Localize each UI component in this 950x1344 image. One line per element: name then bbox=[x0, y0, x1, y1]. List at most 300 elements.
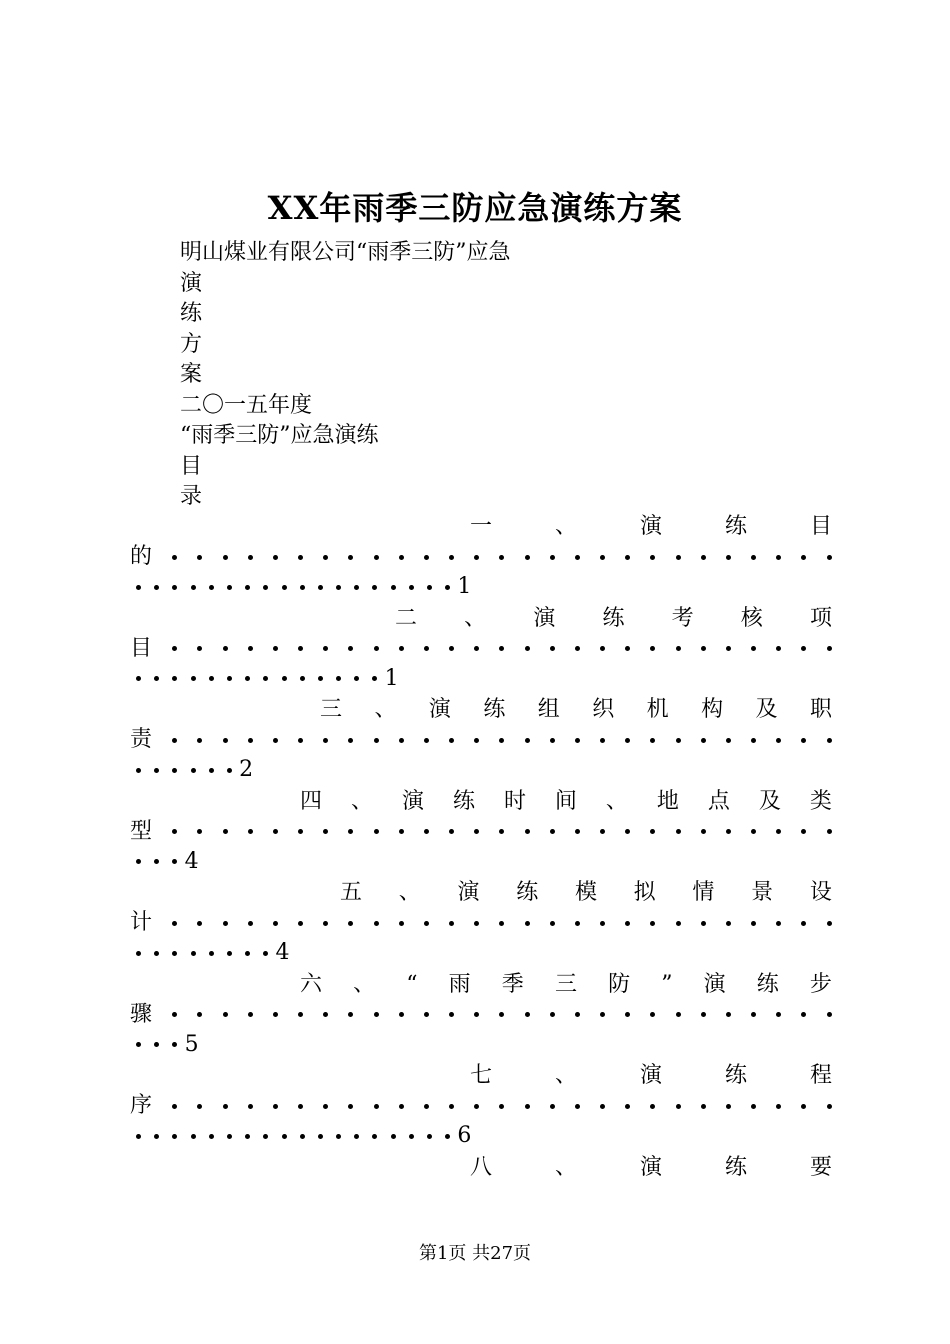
leader-dot bbox=[449, 1012, 454, 1017]
leader-dot bbox=[751, 555, 756, 560]
toc-heading-char: 、 bbox=[605, 788, 628, 814]
leader-dot bbox=[751, 738, 756, 743]
toc-heading-char: “ bbox=[406, 971, 418, 997]
leader-dot bbox=[625, 738, 630, 743]
toc-heading-char: 演 bbox=[703, 971, 726, 997]
leader-dot bbox=[298, 921, 303, 926]
toc-heading-char: 程 bbox=[809, 1063, 832, 1088]
toc-heading-char: 演 bbox=[639, 1154, 662, 1180]
leader-dot bbox=[776, 738, 781, 743]
leader-dot bbox=[701, 738, 706, 743]
leader-dot bbox=[676, 1012, 681, 1017]
toc-tail-row bbox=[136, 1121, 838, 1151]
leader-dot bbox=[300, 676, 305, 681]
toc-heading-char: 、 bbox=[554, 514, 577, 539]
leader-dot bbox=[172, 1042, 177, 1047]
toc-heading-char: 演 bbox=[639, 1063, 662, 1088]
cover-line: 目 bbox=[180, 453, 203, 479]
leader-dot bbox=[354, 585, 359, 590]
leader-dot bbox=[273, 555, 278, 560]
leader-dot bbox=[474, 646, 479, 651]
toc-heading-char: 拟 bbox=[633, 880, 656, 905]
leader-dot bbox=[245, 676, 250, 681]
leader-dot bbox=[676, 829, 681, 834]
leader-dot bbox=[197, 1104, 202, 1109]
leader-dot bbox=[273, 829, 278, 834]
toc-heading-char: 、 bbox=[353, 971, 376, 997]
toc-heading-char: 设 bbox=[809, 880, 832, 905]
leader-dot bbox=[374, 921, 379, 926]
toc-heading-char: 核 bbox=[740, 605, 763, 631]
leader-dot bbox=[726, 646, 731, 651]
leader-dot bbox=[248, 738, 253, 743]
leader-dot bbox=[273, 921, 278, 926]
leader-dot bbox=[391, 585, 396, 590]
leader-dot bbox=[650, 555, 655, 560]
toc-leader-row bbox=[130, 817, 832, 847]
leader-dot bbox=[399, 1104, 404, 1109]
toc-heading-char: 及 bbox=[758, 788, 781, 814]
leader-dot bbox=[427, 1134, 432, 1139]
leader-dot bbox=[348, 646, 353, 651]
toc-entry-heading bbox=[300, 787, 832, 817]
leader-dot bbox=[172, 646, 177, 651]
leader-dot bbox=[172, 1012, 177, 1017]
toc-entry-heading bbox=[395, 604, 832, 634]
toc-heading-char: 演 bbox=[457, 880, 480, 905]
cover-line: 录 bbox=[180, 484, 203, 509]
leader-dot bbox=[550, 1012, 555, 1017]
toc-heading-char: 点 bbox=[707, 788, 730, 814]
leader-dot bbox=[499, 555, 504, 560]
leader-dot bbox=[449, 829, 454, 834]
toc-heading-char: 练 bbox=[724, 1154, 747, 1180]
leader-dot bbox=[650, 646, 655, 651]
leader-dot bbox=[625, 921, 630, 926]
leader-dot bbox=[525, 555, 530, 560]
leader-dot bbox=[399, 738, 404, 743]
leader-dot bbox=[227, 1134, 232, 1139]
leader-dot bbox=[625, 646, 630, 651]
leader-dot bbox=[374, 738, 379, 743]
toc-heading-char: 组 bbox=[537, 697, 560, 722]
leader-dot bbox=[209, 585, 214, 590]
leader-dot bbox=[209, 676, 214, 681]
leader-dot bbox=[474, 1104, 479, 1109]
leader-dot bbox=[701, 646, 706, 651]
leader-dot bbox=[348, 829, 353, 834]
leader-dot bbox=[575, 1012, 580, 1017]
toc-tail-row bbox=[136, 572, 838, 602]
leader-dot bbox=[449, 555, 454, 560]
toc-entry-heading bbox=[470, 1061, 832, 1091]
leader-dot bbox=[354, 676, 359, 681]
leader-dot bbox=[650, 829, 655, 834]
toc-heading-char: 八 bbox=[470, 1154, 493, 1180]
leader-dot bbox=[248, 555, 253, 560]
toc-heading-char: 及 bbox=[755, 697, 778, 722]
leader-dot bbox=[550, 921, 555, 926]
leader-dot bbox=[273, 1104, 278, 1109]
leader-dot bbox=[298, 646, 303, 651]
leader-dot bbox=[348, 1104, 353, 1109]
leader-dot bbox=[701, 555, 706, 560]
leader-dot bbox=[726, 555, 731, 560]
toc-entry-heading bbox=[300, 970, 832, 1000]
leader-dot bbox=[348, 921, 353, 926]
leader-dot bbox=[248, 829, 253, 834]
leader-dot bbox=[245, 951, 250, 956]
leader-dot bbox=[474, 921, 479, 926]
toc-heading-char: 六 bbox=[300, 971, 323, 997]
cover-line: 案 bbox=[180, 362, 203, 387]
leader-dot bbox=[372, 585, 377, 590]
leader-dot bbox=[625, 1012, 630, 1017]
leader-dot bbox=[154, 951, 159, 956]
leader-dot bbox=[191, 676, 196, 681]
leader-dot bbox=[263, 1134, 268, 1139]
leader-dot bbox=[298, 555, 303, 560]
leader-dot bbox=[801, 1104, 806, 1109]
leader-dot bbox=[223, 738, 228, 743]
leader-dot bbox=[550, 1104, 555, 1109]
leader-dot bbox=[726, 1012, 731, 1017]
leader-dot bbox=[801, 921, 806, 926]
toc-heading-char: 练 bbox=[602, 605, 625, 631]
toc-heading-char: 间 bbox=[554, 788, 577, 814]
leader-dot bbox=[323, 829, 328, 834]
leader-dot bbox=[263, 951, 268, 956]
leader-dot bbox=[154, 676, 159, 681]
leader-dot bbox=[701, 1012, 706, 1017]
leader-dot bbox=[223, 646, 228, 651]
leader-dot bbox=[474, 738, 479, 743]
leader-dot bbox=[172, 738, 177, 743]
leader-dot bbox=[726, 1104, 731, 1109]
leader-dot bbox=[323, 555, 328, 560]
leader-dot bbox=[136, 859, 141, 864]
leader-dot bbox=[701, 921, 706, 926]
leader-dot bbox=[323, 1012, 328, 1017]
cover-line: 演 bbox=[180, 270, 203, 296]
leader-dot bbox=[136, 676, 141, 681]
leader-dot bbox=[474, 555, 479, 560]
leader-dot bbox=[474, 1012, 479, 1017]
toc-entry-heading bbox=[340, 878, 832, 908]
leader-dot bbox=[172, 585, 177, 590]
leader-dot bbox=[776, 1104, 781, 1109]
leader-dot bbox=[525, 1012, 530, 1017]
toc-heading-char: 考 bbox=[671, 605, 694, 631]
toc-heading-char: 演 bbox=[401, 788, 424, 814]
leader-dot bbox=[600, 738, 605, 743]
leader-dot bbox=[827, 1104, 832, 1109]
leader-dot bbox=[827, 646, 832, 651]
leader-dot bbox=[336, 676, 341, 681]
leader-dot bbox=[399, 1012, 404, 1017]
leader-dot bbox=[223, 1012, 228, 1017]
toc-heading-char: 要 bbox=[809, 1154, 832, 1180]
leader-dot bbox=[136, 768, 141, 773]
toc-entry-last-char: 序 bbox=[130, 1093, 153, 1118]
leader-dot bbox=[650, 1104, 655, 1109]
leader-dot bbox=[223, 829, 228, 834]
toc-leader-row bbox=[130, 908, 832, 938]
leader-dot bbox=[424, 921, 429, 926]
leader-dot bbox=[550, 738, 555, 743]
leader-dot bbox=[172, 921, 177, 926]
leader-dot bbox=[336, 585, 341, 590]
leader-dot bbox=[399, 555, 404, 560]
toc-heading-char: 织 bbox=[592, 697, 615, 722]
leader-dot bbox=[172, 768, 177, 773]
leader-dot bbox=[197, 1012, 202, 1017]
toc-heading-char: 三 bbox=[554, 971, 577, 997]
leader-dot bbox=[209, 768, 214, 773]
toc-page-number: 5 bbox=[184, 1031, 199, 1057]
leader-dot bbox=[499, 646, 504, 651]
leader-dot bbox=[499, 921, 504, 926]
toc-heading-char: 模 bbox=[574, 880, 597, 905]
toc-heading-char: 、 bbox=[374, 697, 397, 722]
leader-dot bbox=[374, 1012, 379, 1017]
leader-dot bbox=[427, 585, 432, 590]
leader-dot bbox=[191, 1134, 196, 1139]
leader-dot bbox=[776, 555, 781, 560]
leader-dot bbox=[499, 1012, 504, 1017]
leader-dot bbox=[776, 829, 781, 834]
leader-dot bbox=[191, 585, 196, 590]
toc-heading-char: 演 bbox=[639, 514, 662, 539]
leader-dot bbox=[424, 738, 429, 743]
leader-dot bbox=[625, 829, 630, 834]
leader-dot bbox=[726, 829, 731, 834]
leader-dot bbox=[323, 646, 328, 651]
leader-dot bbox=[827, 921, 832, 926]
cover-line: 方 bbox=[180, 331, 203, 357]
leader-dot bbox=[227, 768, 232, 773]
leader-dot bbox=[154, 585, 159, 590]
page-footer: 第1页 共27页 bbox=[418, 1243, 532, 1264]
leader-dot bbox=[575, 646, 580, 651]
leader-dot bbox=[827, 829, 832, 834]
leader-dot bbox=[449, 646, 454, 651]
leader-dot bbox=[801, 555, 806, 560]
leader-dot bbox=[751, 829, 756, 834]
leader-dot bbox=[273, 738, 278, 743]
leader-dot bbox=[676, 555, 681, 560]
leader-dot bbox=[600, 1012, 605, 1017]
toc-page-number: 4 bbox=[184, 848, 199, 874]
leader-dot bbox=[550, 646, 555, 651]
leader-dot bbox=[650, 738, 655, 743]
leader-dot bbox=[445, 585, 450, 590]
leader-dot bbox=[197, 646, 202, 651]
leader-dot bbox=[776, 1012, 781, 1017]
leader-dot bbox=[248, 1012, 253, 1017]
toc-leader-row bbox=[130, 1000, 832, 1030]
toc-heading-char: 项 bbox=[809, 605, 832, 631]
toc-tail-row bbox=[136, 664, 838, 694]
leader-dot bbox=[575, 555, 580, 560]
toc-heading-char: 四 bbox=[300, 788, 323, 814]
toc-heading-char: 、 bbox=[464, 605, 487, 631]
leader-dot bbox=[827, 1012, 832, 1017]
leader-dot bbox=[223, 921, 228, 926]
leader-dot bbox=[245, 585, 250, 590]
leader-dot bbox=[726, 921, 731, 926]
toc-heading-char: 练 bbox=[516, 880, 539, 905]
leader-dot bbox=[726, 738, 731, 743]
toc-page-number: 6 bbox=[457, 1123, 472, 1148]
leader-dot bbox=[701, 829, 706, 834]
leader-dot bbox=[372, 676, 377, 681]
toc-heading-char: 练 bbox=[724, 514, 747, 539]
leader-dot bbox=[801, 738, 806, 743]
toc-heading-char: 演 bbox=[533, 605, 556, 631]
leader-dot bbox=[191, 951, 196, 956]
leader-dot bbox=[676, 646, 681, 651]
leader-dot bbox=[282, 1134, 287, 1139]
leader-dot bbox=[263, 585, 268, 590]
leader-dot bbox=[600, 555, 605, 560]
leader-dot bbox=[172, 1134, 177, 1139]
leader-dot bbox=[323, 921, 328, 926]
document-title: XX年雨季三防应急演练方案 bbox=[267, 189, 683, 227]
toc-heading-char: 地 bbox=[656, 788, 679, 814]
leader-dot bbox=[575, 738, 580, 743]
toc-entry-last-char: 目 bbox=[130, 635, 153, 661]
toc-leader-row bbox=[130, 725, 832, 755]
toc-heading-char: 景 bbox=[751, 880, 774, 905]
leader-dot bbox=[776, 921, 781, 926]
toc-leader-row bbox=[130, 634, 832, 664]
leader-dot bbox=[575, 921, 580, 926]
toc-entry-heading bbox=[470, 1153, 832, 1183]
leader-dot bbox=[318, 1134, 323, 1139]
toc-heading-char: 步 bbox=[809, 971, 832, 997]
toc-heading-char: 、 bbox=[350, 788, 373, 814]
toc-heading-char: 五 bbox=[340, 880, 363, 905]
leader-dot bbox=[391, 1134, 396, 1139]
leader-dot bbox=[248, 1104, 253, 1109]
leader-dot bbox=[248, 921, 253, 926]
toc-heading-char: 雨 bbox=[448, 971, 471, 997]
leader-dot bbox=[227, 585, 232, 590]
toc-heading-char: 演 bbox=[428, 697, 451, 722]
leader-dot bbox=[474, 829, 479, 834]
leader-dot bbox=[499, 738, 504, 743]
leader-dot bbox=[827, 738, 832, 743]
leader-dot bbox=[197, 555, 202, 560]
leader-dot bbox=[298, 1104, 303, 1109]
leader-dot bbox=[499, 1104, 504, 1109]
leader-dot bbox=[550, 829, 555, 834]
leader-dot bbox=[801, 829, 806, 834]
leader-dot bbox=[399, 646, 404, 651]
leader-dot bbox=[600, 829, 605, 834]
toc-leader-row bbox=[130, 542, 832, 572]
leader-dot bbox=[227, 951, 232, 956]
leader-dot bbox=[600, 921, 605, 926]
cover-line: 明山煤业有限公司“雨季三防”应急 bbox=[180, 240, 511, 265]
cover-line: 练 bbox=[180, 301, 203, 326]
leader-dot bbox=[197, 921, 202, 926]
leader-dot bbox=[409, 585, 414, 590]
leader-dot bbox=[263, 676, 268, 681]
leader-dot bbox=[399, 829, 404, 834]
leader-dot bbox=[282, 676, 287, 681]
leader-dot bbox=[300, 585, 305, 590]
toc-tail-row bbox=[136, 755, 838, 785]
cover-line: 二〇一五年度 bbox=[180, 392, 313, 418]
toc-heading-char: 、 bbox=[554, 1154, 577, 1180]
leader-dot bbox=[751, 921, 756, 926]
cover-line: “雨季三防”应急演练 bbox=[180, 423, 379, 448]
leader-dot bbox=[550, 555, 555, 560]
leader-dot bbox=[701, 1104, 706, 1109]
leader-dot bbox=[348, 1012, 353, 1017]
toc-entry-last-char: 计 bbox=[130, 910, 153, 935]
toc-entry-last-char: 责 bbox=[130, 727, 153, 752]
toc-tail-row bbox=[136, 938, 838, 968]
leader-dot bbox=[374, 646, 379, 651]
leader-dot bbox=[245, 1134, 250, 1139]
leader-dot bbox=[191, 768, 196, 773]
toc-heading-char: 防 bbox=[608, 971, 631, 997]
leader-dot bbox=[172, 1104, 177, 1109]
toc-heading-char: 二 bbox=[395, 605, 418, 631]
leader-dot bbox=[273, 1012, 278, 1017]
toc-heading-char: 目 bbox=[809, 514, 832, 539]
toc-heading-char: 一 bbox=[470, 514, 493, 539]
leader-dot bbox=[300, 1134, 305, 1139]
leader-dot bbox=[374, 555, 379, 560]
toc-tail-row bbox=[136, 1030, 838, 1060]
leader-dot bbox=[399, 921, 404, 926]
toc-entry-last-char: 骤 bbox=[130, 1001, 153, 1027]
toc-heading-char: 情 bbox=[692, 880, 715, 905]
toc-page-number: 1 bbox=[457, 574, 472, 599]
leader-dot bbox=[445, 1134, 450, 1139]
toc-page-number: 1 bbox=[384, 665, 399, 691]
leader-dot bbox=[154, 1042, 159, 1047]
leader-dot bbox=[374, 829, 379, 834]
leader-dot bbox=[449, 1104, 454, 1109]
leader-dot bbox=[323, 1104, 328, 1109]
toc-leader-row bbox=[130, 1091, 832, 1121]
leader-dot bbox=[676, 1104, 681, 1109]
leader-dot bbox=[575, 1104, 580, 1109]
leader-dot bbox=[298, 738, 303, 743]
leader-dot bbox=[348, 738, 353, 743]
leader-dot bbox=[136, 585, 141, 590]
leader-dot bbox=[348, 555, 353, 560]
leader-dot bbox=[424, 1012, 429, 1017]
leader-dot bbox=[424, 829, 429, 834]
leader-dot bbox=[197, 738, 202, 743]
leader-dot bbox=[209, 951, 214, 956]
leader-dot bbox=[197, 829, 202, 834]
leader-dot bbox=[323, 738, 328, 743]
leader-dot bbox=[136, 951, 141, 956]
leader-dot bbox=[409, 1134, 414, 1139]
leader-dot bbox=[209, 1134, 214, 1139]
leader-dot bbox=[282, 585, 287, 590]
leader-dot bbox=[449, 921, 454, 926]
leader-dot bbox=[600, 646, 605, 651]
toc-tail-row bbox=[136, 847, 838, 877]
